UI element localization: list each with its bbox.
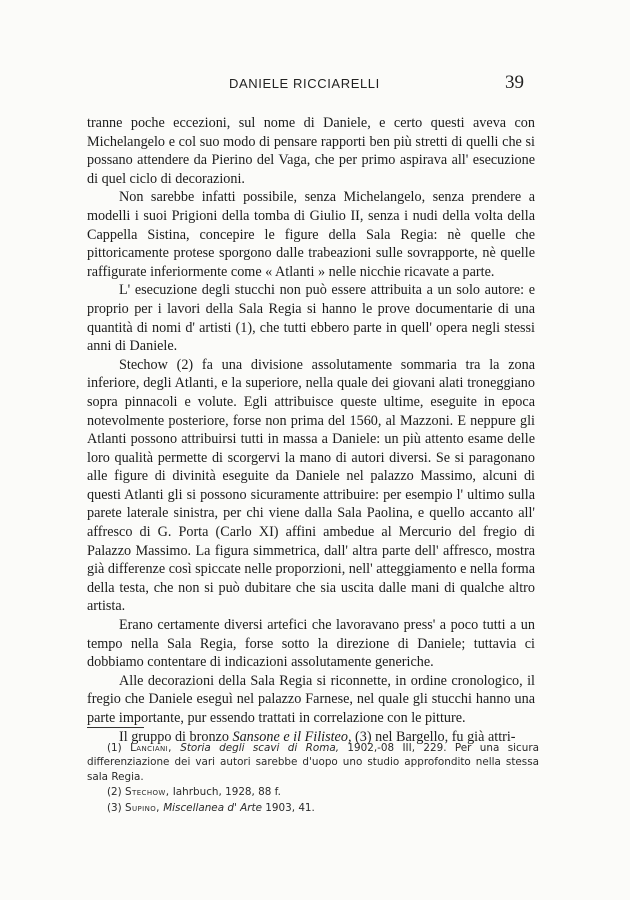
footnote-2-number: (2) bbox=[107, 786, 126, 799]
paragraph-7-start: Il gruppo di bronzo bbox=[119, 728, 233, 745]
footnote-1 bbox=[87, 741, 539, 784]
footnote-3-text: 1903, 41. bbox=[261, 801, 315, 814]
footnote-3-title: Miscellanea d' Arte bbox=[163, 801, 262, 814]
footnote-3-author: Supino, bbox=[125, 801, 160, 814]
footnote-1-number: (1) bbox=[107, 742, 131, 754]
paragraph-4: Stechow (2) fa una divisione assolutamente sommaria tra la zona inferiore, degli Atlanti, e la superiore, nella quale dei giovani alati troneggiano sopra pinnacoli e volute. Egli attribuisce queste ultime, eseguite in epoca notevolmente posteriore, forse non prima del 1560, al Mazzoni. E neppure gli Atlanti possono attribuirsi tutti in massa a Daniele: un più attento esame delle loro qualità permette di scorgervi la mano di autori diversi. Se si paragonano alle figure di divinità eseguite da Daniele nel palazzo Massimo, alcuni di questi Atlanti gli si possono sicuramente attribuire: per esempio l' ultimo sulla parete laterale sinistra, per chi viene dalla Sala Paolina, e quello accanto all' affresco di G. Porta (Carlo XI) affini ambedue al Mercurio del fregio di Palazzo Massimo. La figura simmetrica, dall' altra parte dell' affresco, mostra già differenze così spiccate nelle proporzioni, nell' atteggiamento e nella forma della testa, che non si può dubitare che sia uscita dalle mani di qualche altro artista. bbox=[87, 356, 535, 615]
paragraph-3: L' esecuzione degli stucchi non può essere attribuita a un solo autore: e proprio per i lavori della Sala Regia si hanno le prove documentarie di una quantità di nomi d' artisti (1), che tutti ebbero parte in quell' opera negli stessi anni di Daniele. bbox=[87, 282, 535, 355]
footnote-2-author: Stechow, bbox=[125, 786, 170, 799]
paragraph-5: Erano certamente diversi artefici che lavoravano press' a poco tutti a un tempo nella Sala Regia, forse sotto la direzione di Daniele; tuttavia ci dobbiamo contentare di indicazioni assolutamente generiche. bbox=[87, 617, 535, 671]
page-number: 39 bbox=[505, 72, 524, 93]
footnote-2 bbox=[87, 785, 539, 799]
artwork-title: Sansone e il Filisteo, bbox=[232, 728, 352, 745]
body-text bbox=[87, 114, 535, 746]
footnote-3 bbox=[87, 801, 539, 815]
footnote-1-title: Storia degli scavi di Roma, bbox=[180, 742, 340, 754]
footnote-1-author: Lanciani, bbox=[130, 742, 172, 754]
footnote-2-text: Iahrbuch, 1928, 88 f. bbox=[169, 786, 281, 799]
running-head: DANIELE RICCIARELLI bbox=[229, 76, 380, 91]
footnotes bbox=[87, 741, 539, 816]
paragraph-6: Alle decorazioni della Sala Regia si riconnette, in ordine cronologico, il fregio che Daniele eseguì nel palazzo Farnese, nel quale gli stucchi hanno una parte importante, pur essendo trattati in correlazione con le pitture. bbox=[87, 672, 535, 726]
footnote-divider bbox=[87, 727, 144, 728]
footnote-3-number: (3) bbox=[107, 801, 126, 814]
paragraph-7-end: (3) nel Bargello, fu già attri- bbox=[351, 728, 516, 745]
footnote-1-text: 1902,-08 III, 229. Per una sicura differenziazione dei vari autori sarebbe d'uopo uno studio approfondito nella stessa sala Regia. bbox=[87, 742, 539, 783]
page-header bbox=[0, 72, 630, 96]
paragraph-1: tranne poche eccezioni, sul nome di Daniele, e certo questi aveva con Michelangelo e col suo modo di pensare rapporti ben più stretti di quelli che si possano attendere da Pierino del Vaga, che per primo aspirava all' esecuzione di quel ciclo di decorazioni. bbox=[87, 115, 535, 187]
paragraph-2: Non sarebbe infatti possibile, senza Michelangelo, senza prendere a modelli i suoi Prigioni della tomba di Giulio II, senza i nudi della volta della Cappella Sistina, concepire le figure della Sala Regia: nè quelle che pittoricamente protese sporgono dalle trabeazioni sulle sovrapporte, nè quelle raffigurate inferiormente come « Atlanti » nelle nicchie ricavate a parte. bbox=[87, 189, 535, 280]
